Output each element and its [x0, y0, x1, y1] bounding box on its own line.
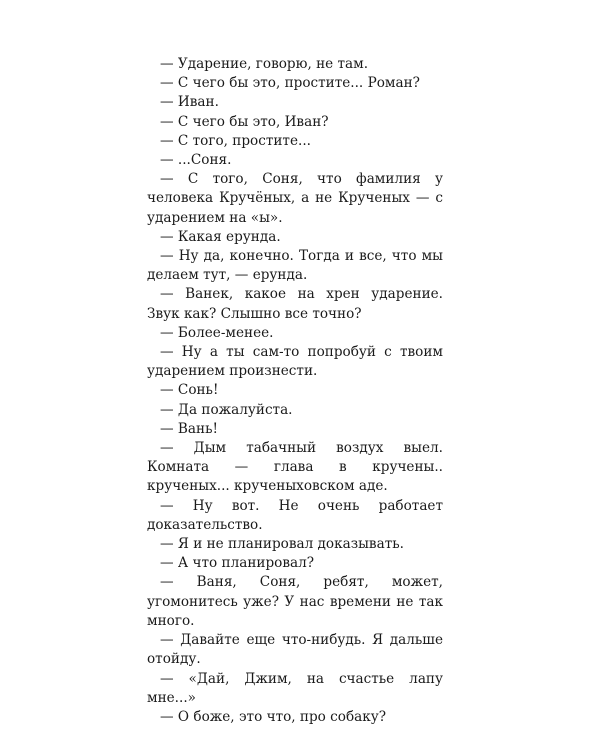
dialogue-line: — «Дай, Джим, на счастье лапу мне...»	[147, 670, 443, 706]
dialogue-line: — Я и не планировал доказывать.	[160, 536, 404, 553]
dialogue-line: — Ну а ты сам-то попробуй с твоим ударением произнести.	[147, 344, 443, 380]
dialogue-line: — Ну вот. Не очень работает доказательство.	[147, 497, 443, 533]
dialogue-line: — С чего бы это, простите... Роман?	[160, 75, 420, 92]
dialogue-line: — Да пожалуйста.	[160, 401, 293, 418]
dialogue-line: — Давайте еще что-нибудь. Я дальше отойду.	[147, 632, 443, 668]
dialogue-line: — Иван.	[160, 94, 219, 111]
dialogue-line: — О боже, это что, про собаку?	[160, 708, 387, 725]
dialogue-text	[147, 55, 443, 727]
dialogue-line: — Вань!	[160, 420, 218, 437]
dialogue-line: — Сонь!	[160, 382, 219, 399]
dialogue-line: — ...Соня.	[160, 152, 232, 169]
dialogue-line: — Ванек, какое на хрен ударение. Звук как? Слышно все точно?	[147, 286, 443, 322]
dialogue-line: — Какая ерунда.	[160, 228, 281, 245]
dialogue-line: — С того, Соня, что фамилия у человека Кручёных, а не Крученых — с ударением на «ы».	[147, 171, 443, 226]
dialogue-line: — Более-менее.	[160, 324, 274, 341]
dialogue-line: — С чего бы это, Иван?	[160, 113, 329, 130]
dialogue-line: — А что планировал?	[160, 555, 315, 572]
dialogue-line: — Ваня, Соня, ребят, может, угомонитесь уже? У нас времени не так много.	[147, 574, 443, 629]
dialogue-line: — Дым табачный воздух выел. Комната — глава в кручены.. крученых... крученыховском аде.	[147, 440, 443, 495]
dialogue-line: — Ну да, конечно. Тогда и все, что мы делаем тут, — ерунда.	[147, 248, 443, 284]
dialogue-line: — Ударение, говорю, не там.	[160, 56, 369, 72]
dialogue-line: — С того, простите...	[160, 132, 311, 149]
